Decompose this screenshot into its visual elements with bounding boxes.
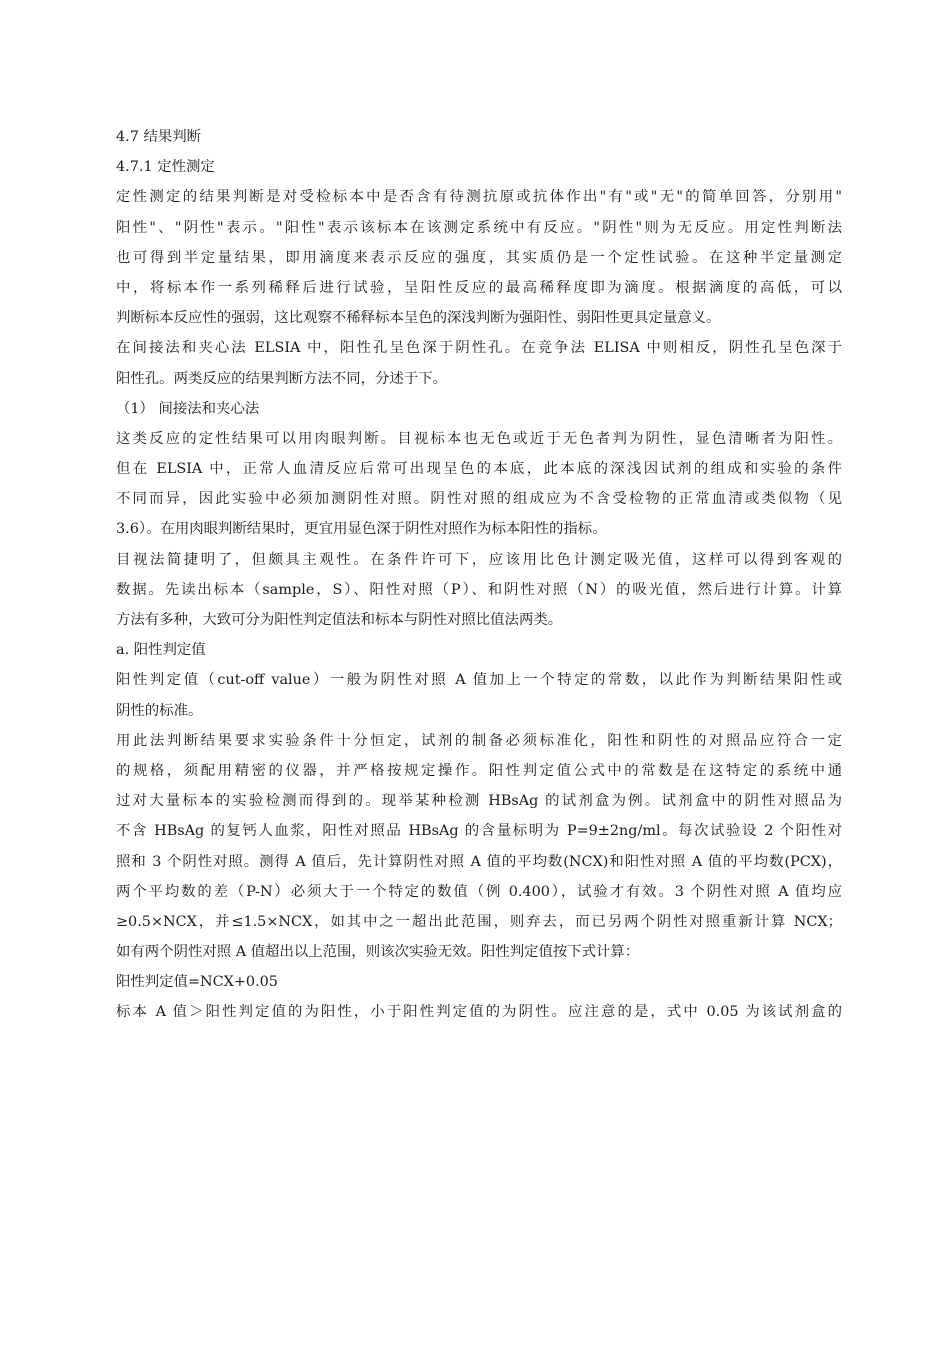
text-line: 在间接法和夹心法 ELSIA 中，阳性孔呈色深于阴性孔。在竞争法 ELISA 中则相反，阴性孔呈色深于	[116, 340, 842, 357]
text-line: 过对大量标本的实验检测而得到的。现举某种检测 HBsAg 的试剂盒为例。试剂盒中的阴性对照品为	[116, 793, 842, 810]
text-line: 阳性"、"阴性"表示。"阳性"表示该标本在该测定系统中有反应。"阴性"则为无反应。用定性判断法	[116, 219, 842, 236]
text-line: 不含 HBsAg 的复钙人血浆，阳性对照品 HBsAg 的含量标明为 P=9±2ng/ml。每次试验设 2 个阳性对	[116, 823, 842, 840]
text-line: 方法有多种，大致可分为阳性判定值法和标本与阴性对照比值法两类。	[116, 612, 563, 628]
document-page	[116, 122, 842, 1028]
text-line: 不同而异，因此实验中必须加测阴性对照。阴性对照的组成应为不含受检物的正常血清或类似物（见	[116, 491, 842, 508]
text-line: 照和 3 个阴性对照。测得 A 值后，先计算阴性对照 A 值的平均数(NCX)和阳性对照 A 值的平均数(PCX)，	[116, 853, 842, 870]
text-line: 阳性判定值（cut-off value）一般为阴性对照 A 值加上一个特定的常数，以此作为判断结果阳性或	[116, 672, 842, 689]
text-line: 也可得到半定量结果，即用滴度来表示反应的强度，其实质仍是一个定性试验。在这种半定量测定	[116, 249, 842, 266]
text-line: 但在 ELSIA 中，正常人血清反应后常可出现呈色的本底，此本底的深浅因试剂的组成和实验的条件	[116, 461, 842, 478]
text-line: 这类反应的定性结果可以用肉眼判断。目视标本也无色或近于无色者判为阴性，显色清晰者为阳性。	[116, 430, 842, 447]
text-line: 4.7 结果判断	[116, 129, 202, 145]
text-line: 目视法简捷明了，但颇具主观性。在条件许可下，应该用比色计测定吸光值，这样可以得到客观的	[116, 551, 842, 568]
text-line: ≥0.5×NCX，并≤1.5×NCX，如其中之一超出此范围，则弃去，而已另两个阴性对照重新计算 NCX；	[116, 913, 842, 930]
text-line: a. 阳性判定值	[116, 642, 206, 659]
text-line: 数据。先读出标本（sample，S）、阳性对照（P）、和阴性对照（N）的吸光值，然后进行计算。计算	[116, 581, 842, 598]
text-line: 4.7.1 定性测定	[116, 159, 215, 176]
text-line: 两个平均数的差（P-N）必须大于一个特定的数值（例 0.400），试验才有效。3 个阴性对照 A 值均应	[116, 883, 842, 900]
text-line: 用此法判断结果要求实验条件十分恒定，试剂的制备必须标准化，阳性和阴性的对照品应符合一定	[116, 732, 842, 749]
text-line: 阳性判定值=NCX+0.05	[116, 974, 278, 991]
text-line: 判断标本反应性的强弱，这比观察不稀释标本呈色的深浅判断为强阳性、弱阳性更具定量意义。	[116, 310, 721, 327]
text-line: 中，将标本作一系列稀释后进行试验，呈阳性反应的最高稀释度即为滴度。根据滴度的高低，可以	[116, 279, 842, 296]
text-line: 3.6）。在用肉眼判断结果时，更宜用显色深于阴性对照作为标本阳性的指标。	[116, 521, 607, 538]
text-line: 阳性孔。两类反应的结果判断方法不同，分述于下。	[116, 370, 447, 387]
text-line: 定性测定的结果判断是对受检标本中是否含有待测抗原或抗体作出"有"或"无"的简单回答，分别用"	[116, 189, 842, 206]
text-line: （1） 间接法和夹心法	[116, 400, 260, 417]
text-line: 的规格，须配用精密的仪器，并严格按规定操作。阳性判定值公式中的常数是在这特定的系统中通	[116, 762, 842, 779]
text-line: 如有两个阴性对照 A 值超出以上范围，则该次实验无效。阳性判定值按下式计算：	[116, 944, 640, 961]
text-line: 阴性的标准。	[116, 702, 203, 719]
text-line: 标本 A 值＞阳性判定值的为阳性，小于阳性判定值的为阴性。应注意的是，式中 0.05 为该试剂盒的	[116, 1004, 842, 1021]
